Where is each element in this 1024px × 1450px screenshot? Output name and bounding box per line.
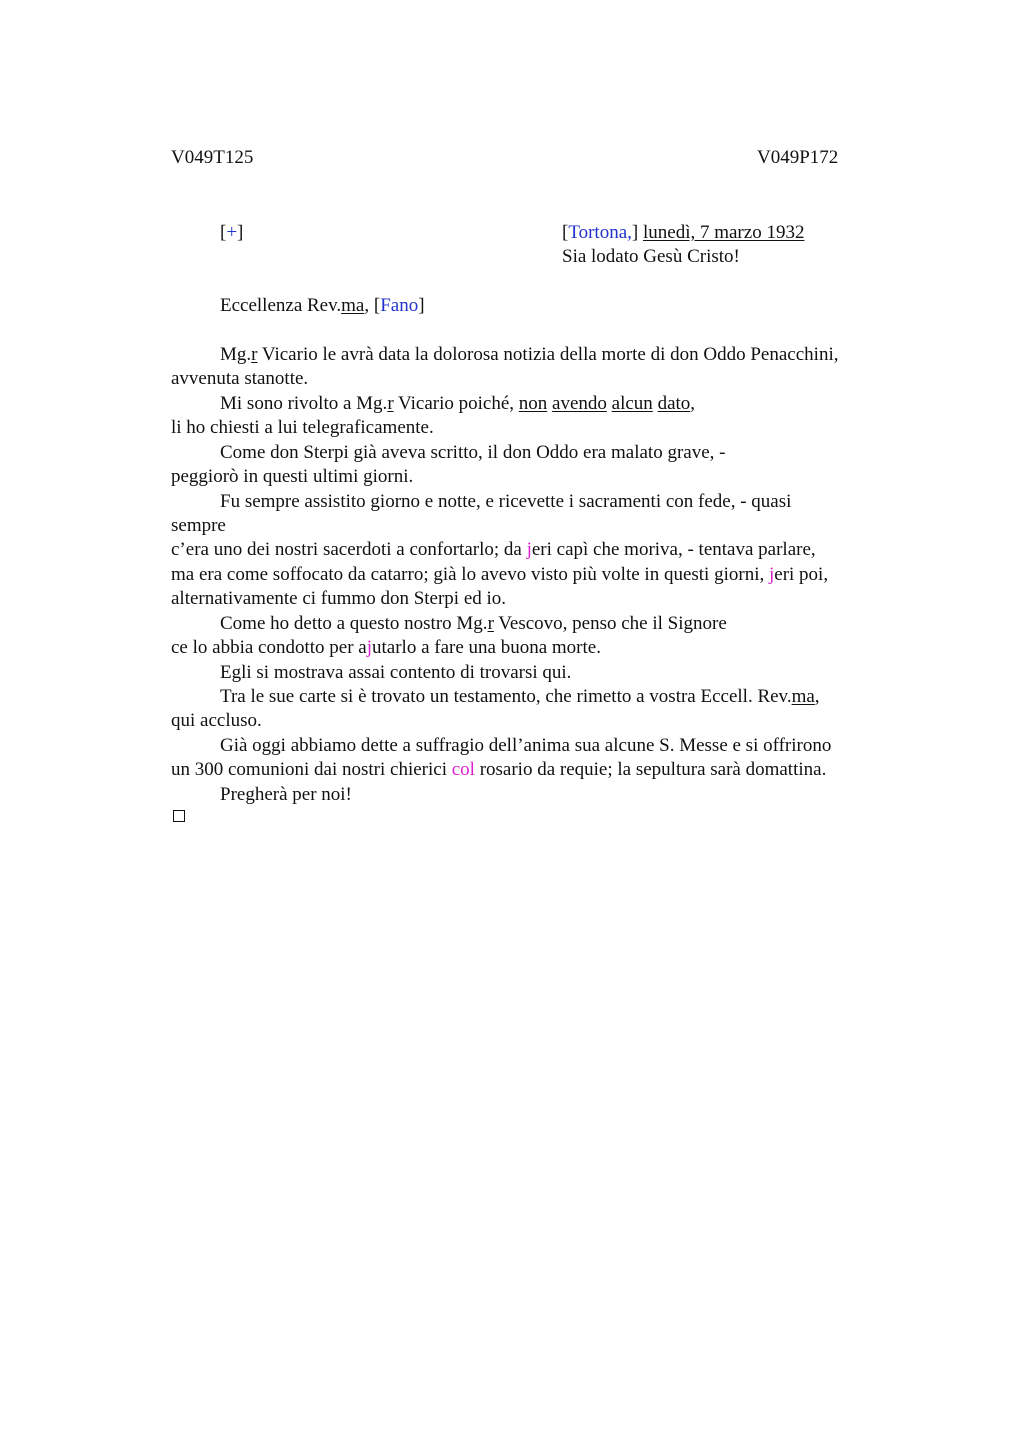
body-line: Egli si mostrava assai contento di trovarsi qui. [220, 662, 572, 683]
body-line: ma era come soffocato da catarro; già lo avevo visto più volte in questi giorni, jeri poi, [171, 564, 829, 585]
place-date: [Tortona,] lunedì, 7 marzo 1932 [562, 222, 805, 243]
cross-symbol: + [226, 222, 238, 243]
body-line: Tra le sue carte si è trovato un testamento, che rimetto a vostra Eccell. Rev.ma, [220, 686, 820, 707]
body-line: c’era uno dei nostri sacerdoti a confortarlo; da jeri capì che moriva, - tentava parlare, [171, 539, 816, 560]
body-line: Pregherà per noi! [220, 784, 352, 805]
body-line: avvenuta stanotte. [171, 368, 309, 389]
greeting: Sia lodato Gesù Cristo! [562, 246, 740, 267]
body-line: Già oggi abbiamo dette a suffragio dell’anima sua alcune S. Messe e si offrirono [220, 735, 832, 756]
end-box-marker [173, 810, 185, 822]
body-line: alternativamente ci fummo don Sterpi ed io. [171, 588, 507, 609]
body-line: Mg.r Vicario le avrà data la dolorosa notizia della morte di don Oddo Penacchini, [220, 344, 839, 365]
body-line: un 300 comunioni dai nostri chierici col rosario da requie; la sepultura sarà domattina. [171, 759, 827, 780]
body-line: Fu sempre assistito giorno e notte, e ricevette i sacramenti con fede, - quasi [220, 491, 792, 512]
body-line: peggiorò in questi ultimi giorni. [171, 466, 414, 487]
addressee: Fano [380, 295, 419, 316]
body-line: Come ho detto a questo nostro Mg.r Vescovo, penso che il Signore [220, 613, 727, 634]
body-line: qui accluso. [171, 710, 262, 731]
cross-marker: [+] [220, 222, 244, 243]
document-code-left: V049T125 [171, 147, 254, 168]
place-name: Tortona, [568, 222, 632, 243]
letter-date: lunedì, 7 marzo 1932 [642, 222, 805, 243]
body-line: Come don Sterpi già aveva scritto, il don Oddo era malato grave, - [220, 442, 726, 463]
body-line: ce lo abbia condotto per ajutarlo a fare una buona morte. [171, 637, 601, 658]
body-line: sempre [171, 515, 226, 536]
body-line: li ho chiesti a lui telegraficamente. [171, 417, 434, 438]
document-code-right: V049P172 [757, 147, 839, 168]
body-line: Mi sono rivolto a Mg.r Vicario poiché, non avendo alcun dato, [220, 393, 696, 414]
salutation: Eccellenza Rev.ma, [Fano] [220, 295, 425, 316]
